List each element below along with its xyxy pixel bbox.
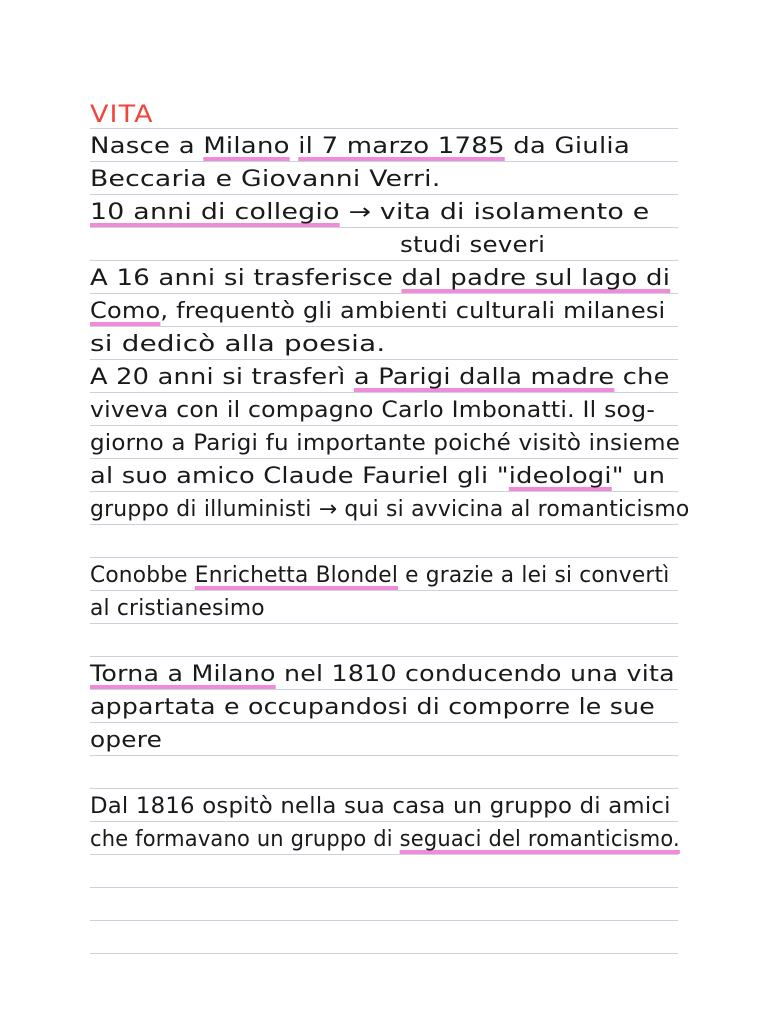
note-line: [90, 330, 385, 360]
note-text: viveva con il compagno Carlo Imbonatti. Il sog-: [90, 398, 656, 423]
note-line: [90, 825, 680, 855]
note-text: opere: [90, 728, 163, 753]
note-line: [90, 198, 649, 228]
note-text: Beccaria e Giovanni Verri.: [90, 167, 441, 192]
section-title: [90, 99, 154, 129]
note-line: [90, 396, 655, 426]
note-text: gruppo di illuministi → qui si avvicina al romanticismo: [90, 497, 690, 522]
note-text: → vita di isolamento e: [339, 200, 650, 225]
note-text: nel 1810 conducendo una vita: [275, 662, 675, 687]
note-text: Nasce a: [90, 134, 204, 159]
note-line: [90, 429, 680, 459]
highlighted-text: ideologi: [508, 464, 612, 489]
note-line: [90, 561, 669, 591]
note-text: da Giulia: [504, 134, 631, 159]
note-text: [290, 134, 298, 159]
note-text: Dal 1816 ospitò nella sua casa un gruppo di amici: [90, 794, 671, 819]
note-text: che: [614, 365, 670, 390]
note-line: [90, 726, 162, 756]
note-text: " un: [611, 464, 666, 489]
highlighted-text: a Parigi dalla madre: [353, 365, 615, 390]
note-line: [90, 132, 630, 162]
note-text: giorno a Parigi fu importante poiché visitò insieme: [90, 431, 681, 456]
highlighted-text: dal padre sul lago di: [401, 266, 671, 291]
note-text: studi severi: [400, 233, 546, 258]
note-text: si dedicò alla poesia.: [90, 332, 386, 357]
note-line: [90, 495, 690, 525]
highlighted-text: Como: [90, 299, 161, 324]
note-line: [90, 462, 665, 492]
note-line: [90, 363, 670, 393]
note-line: [90, 165, 441, 195]
note-text: al suo amico Claude Fauriel gli ": [90, 464, 509, 489]
note-line: [90, 792, 671, 822]
note-text: VITA: [90, 100, 154, 128]
note-line: [90, 660, 675, 690]
note-text: Conobbe: [90, 563, 195, 588]
highlighted-text: Enrichetta Blondel: [194, 563, 399, 588]
note-text: e grazie a lei si convertì: [398, 563, 670, 588]
note-line: [400, 231, 545, 261]
note-line: [90, 693, 655, 723]
note-line: [90, 297, 665, 327]
note-text: appartata e occupandosi di comporre le sue: [90, 695, 655, 720]
note-line: [90, 264, 670, 294]
highlighted-text: 10 anni di collegio: [90, 200, 340, 225]
highlighted-text: Torna a Milano: [90, 662, 276, 687]
note-text: A 16 anni si trasferisce: [90, 266, 402, 291]
note-text: , frequentò gli ambienti culturali milanesi: [160, 299, 666, 324]
note-line: [90, 594, 265, 624]
note-text: al cristianesimo: [90, 596, 265, 621]
note-text: A 20 anni si trasferì: [90, 365, 354, 390]
highlighted-text: Milano: [203, 134, 290, 159]
note-text: che formavano un gruppo di: [90, 827, 400, 852]
highlighted-text: seguaci del romanticismo.: [399, 827, 680, 852]
highlighted-text: il 7 marzo 1785: [298, 134, 505, 159]
